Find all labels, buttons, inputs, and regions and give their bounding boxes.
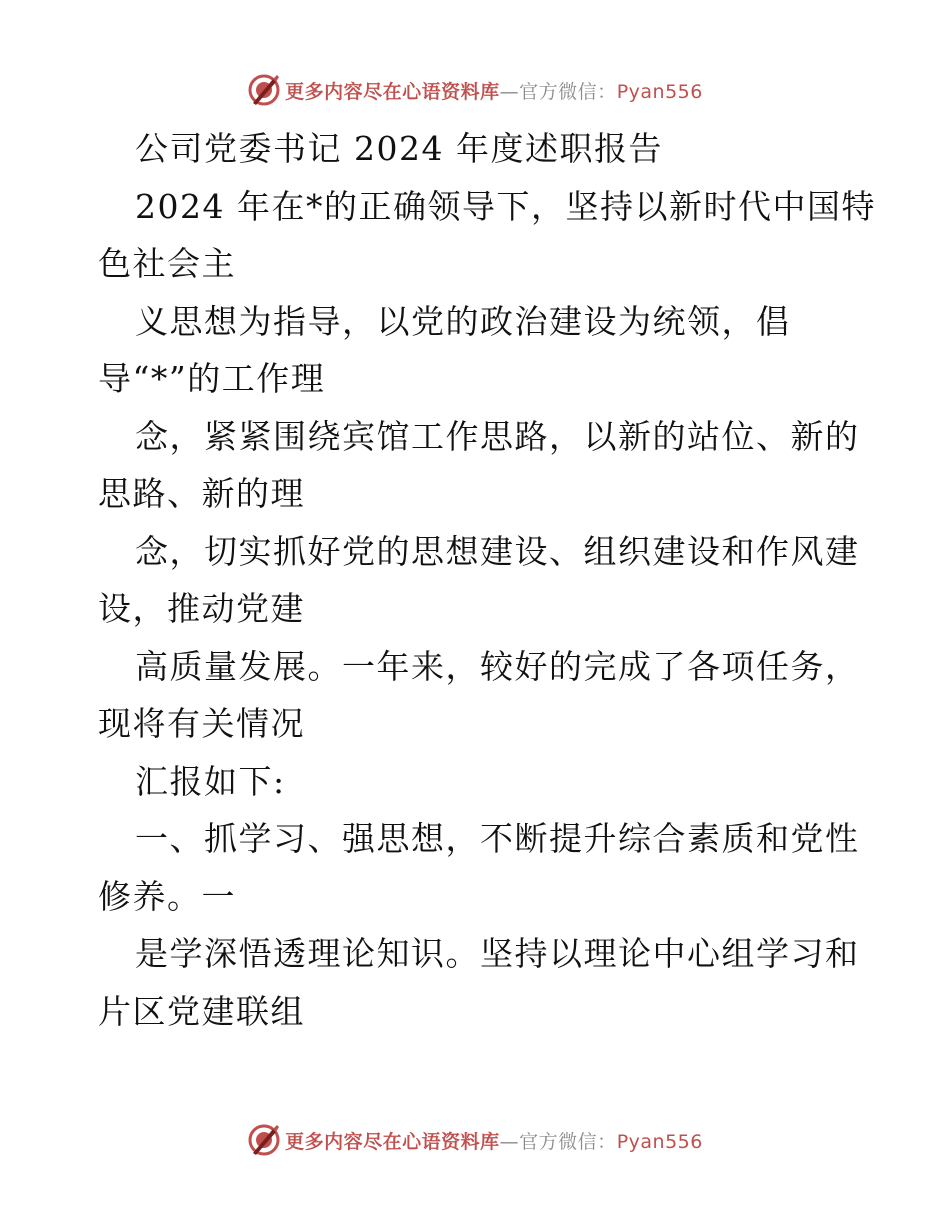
watermark-main: 更多内容尽在心语资料库 [285,80,500,103]
section-heading-line: 一、抓学习、强思想，不断提升综合素质和党性 [135,819,860,858]
paragraph-line: 2024 年在*的正确领导下，坚持以新时代中国特 [135,186,876,226]
document-body [98,120,876,1040]
paragraph-line: 汇报如下: [135,761,286,801]
watermark-label: 官方微信： [519,80,617,103]
document-title: 公司党委书记 2024 年度述职报告 [135,129,663,168]
watermark-wechat-id: Pyan556 [616,1130,703,1153]
paragraph-line: 片区党建联组 [98,991,305,1031]
pen-logo-icon [247,73,281,107]
watermark-main: 更多内容尽在心语资料库 [285,1130,500,1153]
pen-logo-icon [247,1123,281,1157]
paragraph-line: 义思想为指导，以党的政治建设为统领，倡 [135,301,791,341]
paragraph-line: 高质量发展。一年来，较好的完成了各项任务， [135,646,860,686]
paragraph-line: 色社会主 [98,244,236,283]
watermark-label: 官方微信： [519,1130,617,1153]
paragraph-line: 现将有关情况 [98,704,305,743]
watermark-text [285,77,703,104]
paragraph-line: 设，推动党建 [98,589,305,628]
watermark-text [285,1127,703,1154]
watermark-dash: — [499,1130,520,1153]
footer-watermark [0,1120,950,1160]
paragraph-line: 是学深悟透理论知识。坚持以理论中心组学习和 [135,934,860,973]
watermark-dash: — [499,80,520,103]
paragraph-line: 念，紧紧围绕宾馆工作思路，以新的站位、新的 [135,416,860,456]
paragraph-line: 思路、新的理 [98,474,305,513]
paragraph-line: 念，切实抓好党的思想建设、组织建设和作风建 [135,531,860,571]
header-watermark [0,70,950,110]
paragraph-line: 导“*”的工作理 [98,359,326,398]
watermark-wechat-id: Pyan556 [616,80,703,103]
paragraph-line: 修养。一 [98,876,236,916]
